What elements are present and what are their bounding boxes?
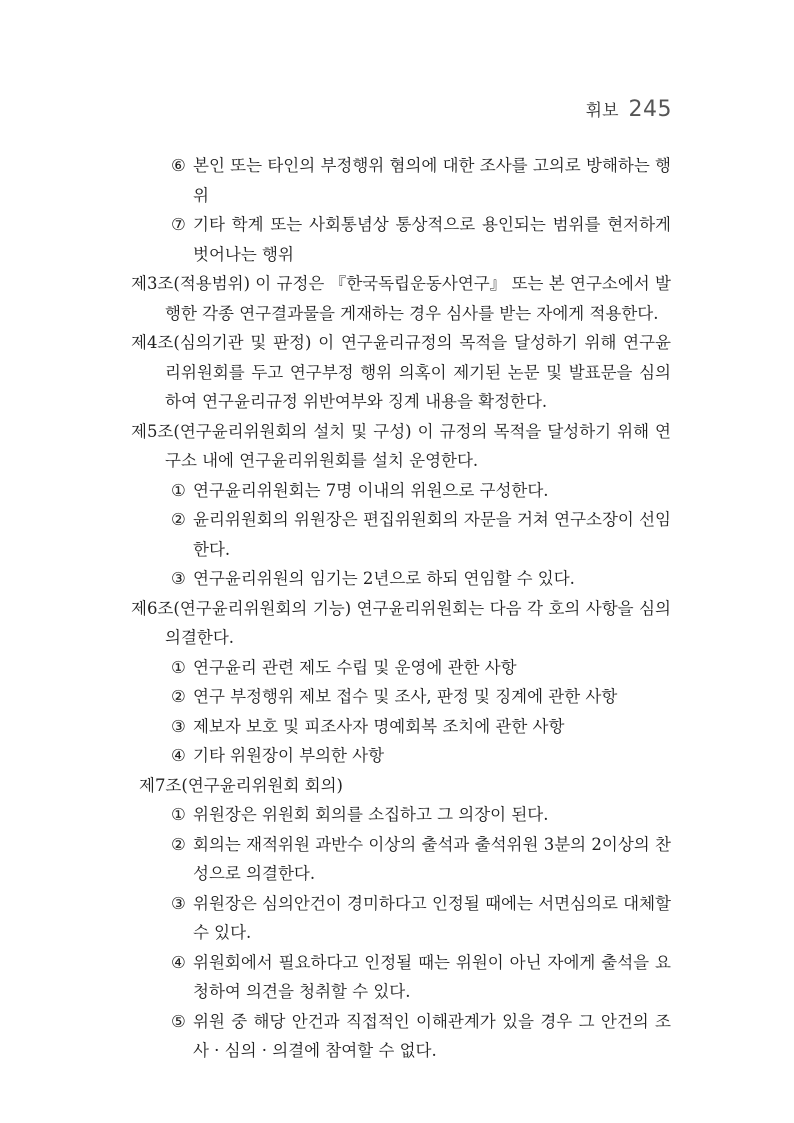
item-number: ①: [171, 805, 186, 824]
list-item: [131, 830, 671, 889]
list-item: [131, 151, 671, 210]
list-item: [131, 564, 671, 594]
list-item: [131, 1007, 671, 1066]
item-text: 위원회에서 필요하다고 인정될 때는 위원이 아닌 자에게 출석을 요청하여 의견을 청취할 수 있다.: [193, 952, 671, 1001]
article-4: 제4조(심의기관 및 판정) 이 연구윤리규정의 목적을 달성하기 위해 연구윤리위원회를 두고 연구부정 행위 의혹이 제기된 논문 및 발표문을 심의하여 연구윤리규정 위반여부와 징계 내용을 확정한다.: [131, 333, 671, 411]
item-text: 윤리위원회의 위원장은 편집위원회의 자문을 거쳐 연구소장이 선임한다.: [193, 510, 671, 559]
item-text: 제보자 보호 및 피조사자 명예회복 조치에 관한 사항: [193, 716, 565, 736]
list-item: [131, 505, 671, 564]
list-item: [131, 800, 671, 830]
list-item: [131, 889, 671, 948]
item-text: 기타 위원장이 부의한 사항: [193, 746, 385, 765]
item-text: 연구윤리위원의 임기는 2년으로 하되 연임할 수 있다.: [193, 569, 575, 588]
item-text: 연구 부정행위 제보 접수 및 조사, 판정 및 징계에 관한 사항: [193, 687, 618, 706]
page-number: 245: [628, 97, 672, 122]
running-header: [586, 96, 672, 122]
item-number: ⑥: [171, 156, 186, 175]
item-number: ⑦: [171, 215, 186, 234]
article-5: 제5조(연구윤리위원회의 설치 및 구성) 이 규정의 목적을 달성하기 위해 연구소 내에 연구윤리위원회를 설치 운영한다.: [131, 421, 671, 470]
item-number: ②: [171, 834, 186, 854]
list-item: [131, 948, 671, 1007]
item-number: ①: [171, 480, 186, 500]
item-text: 위원 중 해당 안건과 직접적인 이해관계가 있을 경우 그 안건의 조사 · 심의 · 의결에 참여할 수 없다.: [193, 1011, 671, 1060]
item-number: ③: [171, 569, 186, 588]
item-text: 위원장은 심의안건이 경미하다고 인정될 때에는 서면심의로 대체할 수 있다.: [193, 893, 671, 942]
item-number: ⑤: [171, 1011, 186, 1031]
item-text: 위원장은 위원회 회의를 소집하고 그 의장이 된다.: [193, 805, 549, 824]
section-title: 휘보: [585, 101, 619, 121]
item-text: 기타 학계 또는 사회통념상 통상적으로 용인되는 범위를 현저하게 벗어나는 행위: [193, 215, 671, 264]
item-text: 회의는 재적위원 과반수 이상의 출석과 출석위원 3분의 2이상의 찬성으로 의결한다.: [193, 834, 671, 883]
list-item: [131, 741, 671, 771]
document-body: [131, 151, 671, 1066]
list-item: [131, 210, 671, 269]
item-number: ③: [171, 716, 186, 736]
item-number: ②: [171, 687, 186, 706]
item-number: ②: [171, 510, 186, 529]
item-number: ③: [171, 893, 186, 913]
article-7: 제7조(연구윤리위원회 회의): [139, 775, 343, 795]
item-number: ①: [171, 657, 186, 677]
article-6: 제6조(연구윤리위원회의 기능) 연구윤리위원회는 다음 각 호의 사항을 심의 의결한다.: [131, 598, 671, 647]
list-item: [131, 682, 671, 712]
item-text: 연구윤리위원회는 7명 이내의 위원으로 구성한다.: [193, 480, 549, 500]
list-item: [131, 476, 671, 506]
list-item: [131, 653, 671, 683]
item-text: 본인 또는 타인의 부정행위 혐의에 대한 조사를 고의로 방해하는 행위: [193, 156, 671, 205]
item-number: ④: [171, 746, 186, 765]
item-number: ④: [171, 952, 186, 972]
list-item: [131, 712, 671, 742]
article-3: 제3조(적용범위) 이 규정은 『한국독립운동사연구』 또는 본 연구소에서 발행한 각종 연구결과물을 게재하는 경우 심사를 받는 자에게 적용한다.: [131, 274, 671, 323]
item-text: 연구윤리 관련 제도 수립 및 운영에 관한 사항: [193, 657, 517, 677]
